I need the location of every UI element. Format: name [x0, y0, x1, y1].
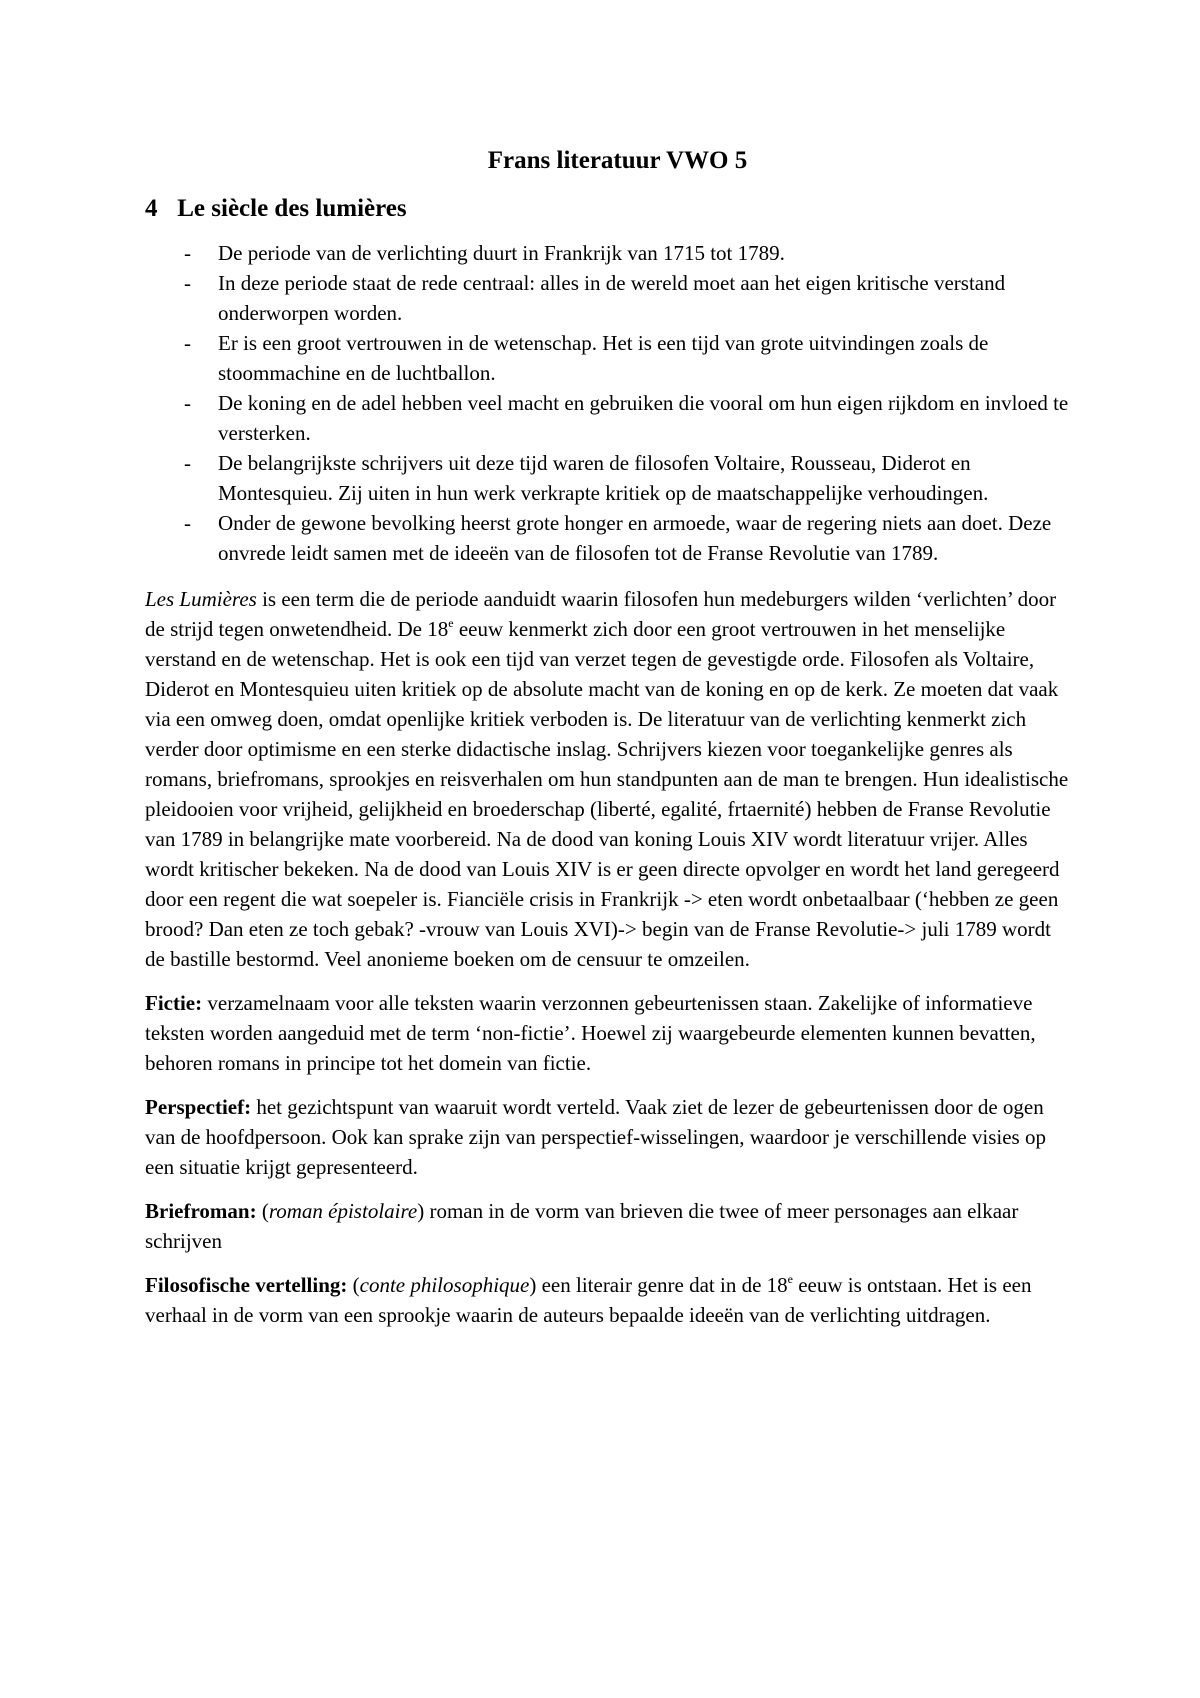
document-title: Frans literatuur VWO 5: [487, 147, 748, 174]
dash-bullet-icon: -: [184, 451, 191, 475]
list-item: [145, 388, 1070, 448]
definition-paren-open: (: [347, 1273, 360, 1297]
section-heading-text: Le siècle des lumières: [177, 195, 407, 222]
definition-term: Filosofische vertelling:: [145, 1273, 348, 1297]
dash-bullet-icon: -: [184, 271, 191, 295]
list-item-text: Er is een groot vertrouwen in de wetenschap. Het is een tijd van grote uitvindingen zoals de stoommachine en de luchtballon.: [218, 331, 989, 385]
intro-superscript: e: [448, 616, 454, 630]
definition-briefroman: [145, 1196, 1070, 1256]
list-item-text: In deze periode staat de rede centraal: alles in de wereld moet aan het eigen kritische verstand onderworpen worden.: [218, 271, 1006, 325]
list-item: [145, 268, 1070, 328]
list-item: [145, 238, 1070, 268]
key-points-list: [145, 238, 1070, 568]
definition-text-part1: ) een literair genre dat in de 18: [529, 1273, 788, 1297]
list-item: [145, 508, 1070, 568]
definition-text: verzamelnaam voor alle teksten waarin verzonnen gebeurtenissen staan. Zakelijke of informatieve teksten worden aangeduid met de term ‘non-fictie’. Hoewel zij waargebeurde elementen kunnen bevatten, behoren romans in principe tot het domein van fictie.: [145, 991, 1036, 1075]
section-number: 4: [145, 195, 158, 222]
definition-text: ) roman in de vorm van brieven die twee of meer personages aan elkaar schrijven: [145, 1199, 1019, 1253]
definition-fictie: [145, 988, 1070, 1078]
definition-perspectief: [145, 1092, 1070, 1182]
intro-paragraph: [145, 584, 1070, 974]
definition-italic-term: conte philosophique: [359, 1273, 530, 1297]
definition-text-part2: eeuw is ontstaan. Het is een verhaal in de vorm van een sprookje waarin de auteurs bepaalde ideeën van de verlichting uitdragen.: [145, 1273, 1032, 1327]
list-item: [145, 448, 1070, 508]
list-item-text: Onder de gewone bevolking heerst grote honger en armoede, waar de regering niets aan doet. Deze onvrede leidt samen met de ideeën van de filosofen tot de Franse Revolutie van 1789.: [218, 511, 1052, 565]
dash-bullet-icon: -: [184, 241, 191, 265]
definition-italic-term: roman épistolaire: [268, 1199, 418, 1223]
list-item: [145, 328, 1070, 388]
definition-superscript: e: [787, 1272, 793, 1286]
dash-bullet-icon: -: [184, 511, 191, 535]
definition-filosofische-vertelling: [145, 1270, 1070, 1330]
definition-term: Fictie:: [145, 991, 203, 1015]
intro-text-part2: eeuw kenmerkt zich door een groot vertrouwen in het menselijke verstand en de wetenschap. Het is ook een tijd van verzet tegen de gevestigde orde. Filosofen als Voltaire, Diderot en Montesquieu uiten kritiek op de absolute macht van de koning en op de kerk. Ze moeten dat vaak via een omweg doen, omdat openlijke kritiek verboden is. De literatuur van de verlichting kenmerkt zich verder door optimisme en een sterke didactische inslag. Schrijvers kiezen voor toegankelijke genres als romans, briefromans, sprookjes en reisverhalen om hun standpunten aan de man te brengen. Hun idealistische pleidooien voor vrijheid, gelijkheid en broederschap (liberté, egalité, frtaernité) hebben de Franse Revolutie van 1789 in belangrijke mate voorbereid. Na de dood van koning Louis XIV wordt literatuur vrijer. Alles wordt kritischer bekeken. Na de dood van Louis XIV is er geen directe opvolger en wordt het land geregeerd door een regent die wat soepeler is. Fianciële crisis in Frankrijk -> eten wordt onbetaalbaar (‘hebben ze geen brood? Dan eten ze toch gebak? -vrouw van Louis XVI)-> begin van de Franse Revolutie-> juli 1789 wordt de bastille bestormd. Veel anonieme boeken om de censuur te omzeilen.: [145, 617, 1069, 971]
definition-term: Perspectief:: [145, 1095, 252, 1119]
list-item-text: De belangrijkste schrijvers uit deze tijd waren de filosofen Voltaire, Rousseau, Diderot en Montesquieu. Zij uiten in hun werk verkrapte kritiek op de maatschappelijke verhoudingen.: [218, 451, 989, 505]
definition-term: Briefroman:: [145, 1199, 257, 1223]
list-item-text: De koning en de adel hebben veel macht en gebruiken die vooral om hun eigen rijkdom en invloed te versterken.: [218, 391, 1069, 445]
dash-bullet-icon: -: [184, 391, 191, 415]
intro-text-part1: is een term die de periode aanduidt waarin filosofen hun medeburgers wilden ‘verlichten’ door de strijd tegen onwetendheid. De 18: [145, 587, 1057, 641]
dash-bullet-icon: -: [184, 331, 191, 355]
definition-text: het gezichtspunt van waaruit wordt verteld. Vaak ziet de lezer de gebeurtenissen door de ogen van de hoofdpersoon. Ook kan sprake zijn van perspectief-wisselingen, waardoor je verschillende visies op een situatie krijgt gepresenteerd.: [145, 1095, 1046, 1179]
definition-paren-open: (: [256, 1199, 269, 1223]
intro-italic-term: Les Lumières: [145, 587, 257, 611]
section-heading: [145, 192, 1070, 226]
list-item-text: De periode van de verlichting duurt in Frankrijk van 1715 tot 1789.: [218, 241, 785, 265]
